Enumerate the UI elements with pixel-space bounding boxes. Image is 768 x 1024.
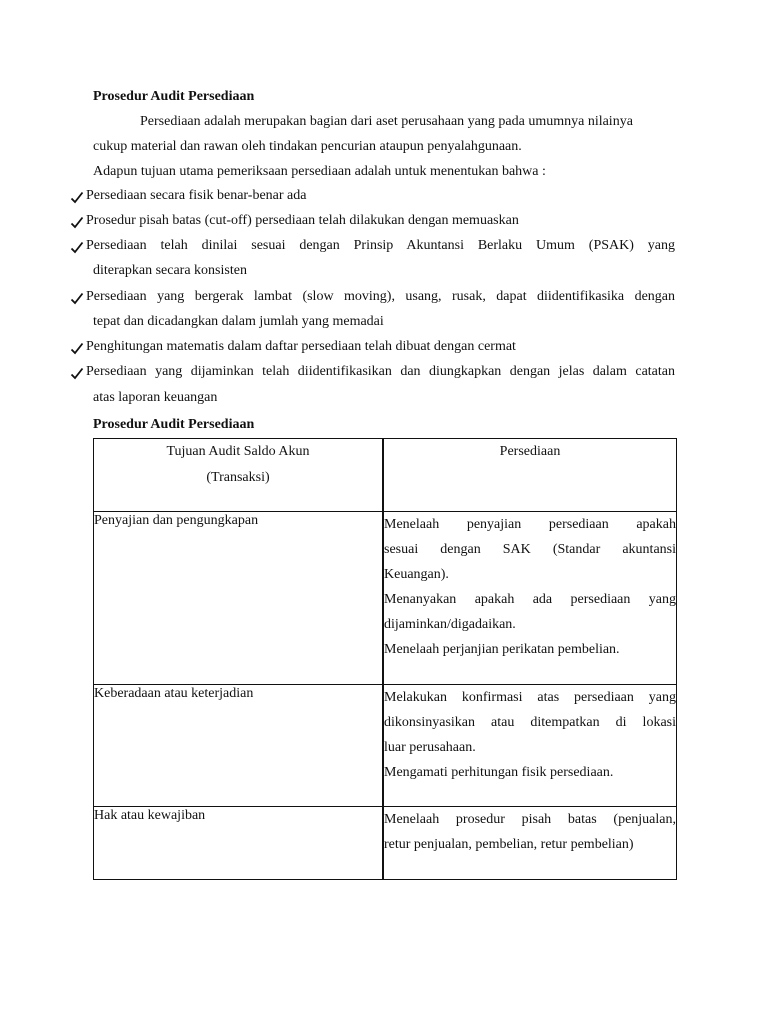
checkmark-icon [70, 213, 84, 231]
objective-cell: Hak atau kewajiban [94, 807, 384, 880]
checklist-item-text: Persediaan yang dijaminkan telah diidentifikasikan dan diungkapkan dengan jelas dalam catatan [86, 364, 675, 379]
checkmark-icon [70, 289, 84, 307]
header-inventory-label: Persediaan [499, 444, 561, 459]
header-objective-line2: (Transaksi) [206, 470, 270, 485]
checklist-item-continuation: diterapkan secara konsisten [93, 263, 247, 278]
procedure-line: Melakukan konfirmasi atas persediaan yang [384, 690, 676, 705]
checkmark-icon [70, 238, 84, 256]
checklist-item-text: Penghitungan matematis dalam daftar persediaan telah dibuat dengan cermat [86, 339, 516, 354]
table-header-row [94, 439, 677, 512]
checklist-item-text: Persediaan secara fisik benar-benar ada [86, 188, 307, 203]
procedure-line: Keuangan). [384, 567, 449, 582]
procedure-line: dijaminkan/digadaikan. [384, 617, 516, 632]
header-cell-inventory [383, 439, 677, 512]
intro-line-2: cukup material dan rawan oleh tindakan pencurian ataupun penyalahgunaan. [93, 139, 522, 154]
table-row [94, 685, 677, 807]
procedure-line: Mengamati perhitungan fisik persediaan. [384, 765, 614, 780]
header-objective-line1: Tujuan Audit Saldo Akun [166, 444, 310, 459]
objective-cell: Keberadaan atau keterjadian [94, 685, 384, 807]
checklist-item-continuation: tepat dan dicadangkan dalam jumlah yang memadai [93, 314, 384, 329]
audit-procedure-table [93, 438, 677, 880]
checklist-item-text: Persediaan telah dinilai sesuai dengan Prinsip Akuntansi Berlaku Umum (PSAK) yang [86, 238, 675, 253]
procedure-cell [383, 685, 677, 807]
checkmark-icon [70, 188, 84, 206]
table-row [94, 512, 677, 685]
checklist-item-text: Persediaan yang bergerak lambat (slow moving), usang, rusak, dapat diidentifikasika dengan [86, 289, 675, 304]
procedure-line: retur penjualan, pembelian, retur pembelian) [384, 837, 634, 852]
procedure-cell [383, 512, 677, 685]
checklist-item-text: Prosedur pisah batas (cut-off) persediaan telah dilakukan dengan memuaskan [86, 213, 519, 228]
procedure-line: Menanyakan apakah ada persediaan yang [384, 592, 676, 607]
objective-cell: Penyajian dan pengungkapan [94, 512, 384, 685]
checkmark-icon [70, 339, 84, 357]
table-heading: Prosedur Audit Persediaan [93, 417, 255, 432]
procedure-line: luar perusahaan. [384, 740, 476, 755]
checklist-item-continuation: atas laporan keuangan [93, 390, 218, 405]
procedure-cell [383, 807, 677, 880]
table-row [94, 807, 677, 880]
intro-line-1: Persediaan adalah merupakan bagian dari aset perusahaan yang pada umumnya nilainya [140, 114, 633, 129]
purpose-line: Adapun tujuan utama pemeriksaan persediaan adalah untuk menentukan bahwa : [93, 164, 546, 179]
procedure-line: dikonsinyasikan atau ditempatkan di lokasi [384, 715, 676, 730]
header-cell-objective [94, 439, 384, 512]
section-heading: Prosedur Audit Persediaan [93, 89, 255, 104]
procedure-line: Menelaah prosedur pisah batas (penjualan, [384, 812, 676, 827]
procedure-line: Menelaah penyajian persediaan apakah [384, 517, 676, 532]
procedure-line: sesuai dengan SAK (Standar akuntansi [384, 542, 676, 557]
checkmark-icon [70, 364, 84, 382]
procedure-line: Menelaah perjanjian perikatan pembelian. [384, 642, 620, 657]
